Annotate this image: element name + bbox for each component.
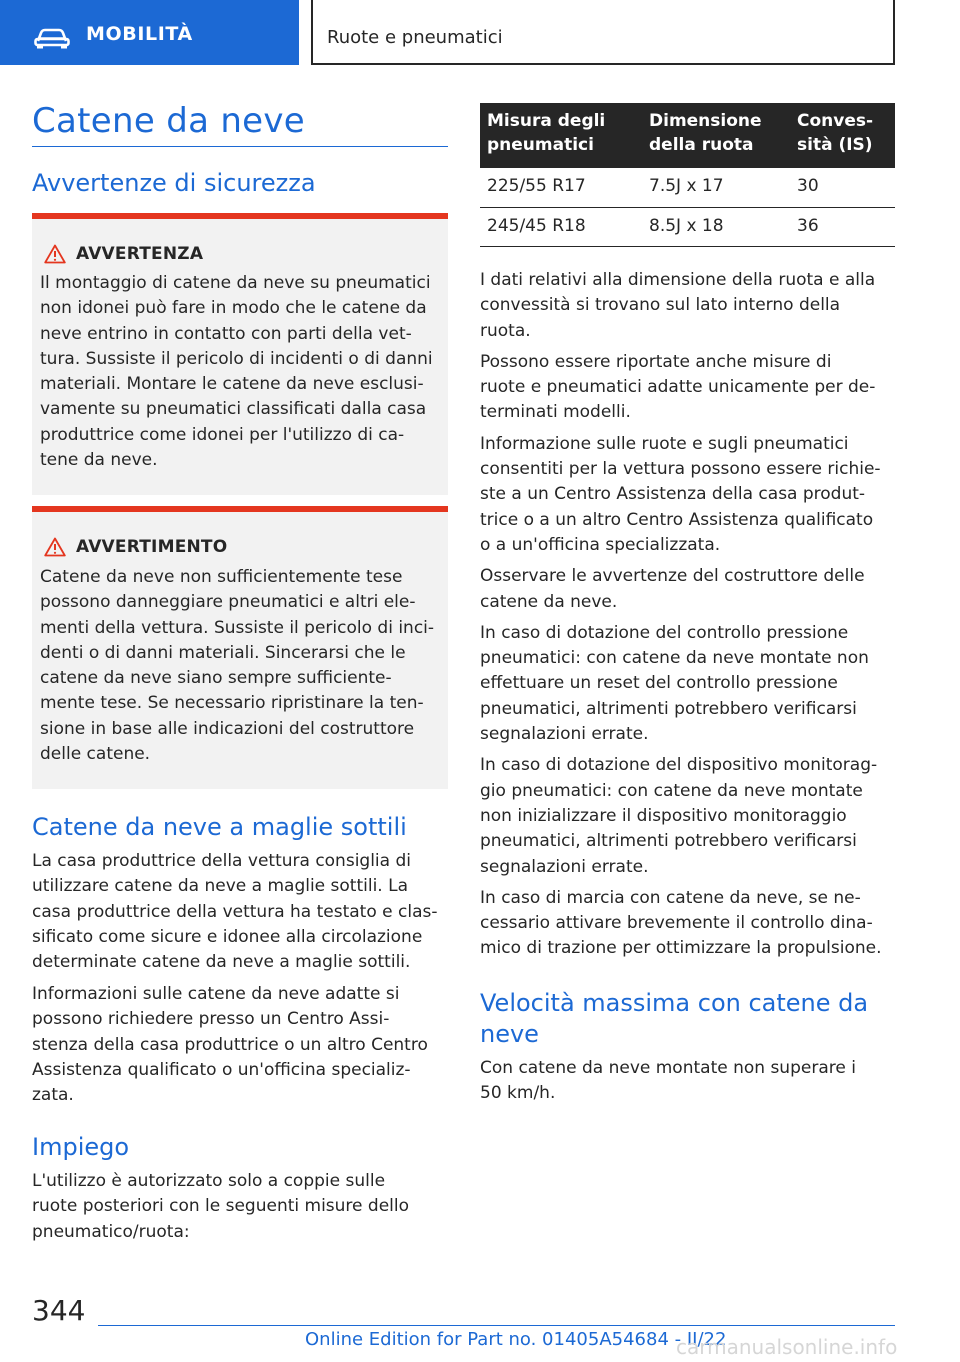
table-cell: 36 xyxy=(790,207,895,246)
use-paragraph xyxy=(32,1169,452,1245)
warning-box-2 xyxy=(32,506,448,789)
text-line: ruote e pneumatici adatte unicamente per de- xyxy=(480,377,876,398)
table-cell: 8.5J x 18 xyxy=(642,207,790,246)
table-row xyxy=(480,207,895,246)
page-title: Catene da neve xyxy=(32,101,306,141)
text-line: sione in base alle indicazioni del costruttore xyxy=(40,718,415,739)
text-line: delle catene. xyxy=(40,744,151,765)
text-line: Informazione sulle ruote e sugli pneumatici xyxy=(480,433,849,454)
text-line: segnalazioni errate. xyxy=(480,856,649,877)
text-line: determinate catene da neve a maglie sottili. xyxy=(32,952,411,973)
chapter-title: Ruote e pneumatici xyxy=(327,27,503,48)
text-line: pneumatici, altrimenti potrebbero verificarsi xyxy=(480,698,857,719)
column-header: Dimensione della ruota xyxy=(642,103,790,168)
text-line: tura. Sussiste il pericolo di incidenti o di danni xyxy=(40,348,433,369)
speed-heading xyxy=(480,988,900,1050)
text-line: In caso di dotazione del controllo pressione xyxy=(480,622,849,643)
warning-title-1: AVVERTENZA xyxy=(76,244,204,264)
text-line: Il montaggio di catene da neve su pneumatici xyxy=(40,273,431,293)
watermark: carmanualsonline.info xyxy=(676,1335,898,1359)
heading-line: neve xyxy=(480,1020,539,1048)
car-icon xyxy=(34,27,70,49)
text-line: pneumatici: con catene da neve montate non xyxy=(480,648,869,669)
text-line: In caso di dotazione del dispositivo monitorag- xyxy=(480,755,878,776)
fine-chain-heading: Catene da neve a maglie sottili xyxy=(32,813,407,841)
text-line: ste a un Centro Assistenza della casa produt- xyxy=(480,484,866,505)
table-row xyxy=(480,168,895,207)
text-line: Assistenza qualificato o un'officina specializ- xyxy=(32,1059,411,1080)
text-line: L'utilizzo è autorizzato solo a coppie sulle xyxy=(32,1171,386,1191)
use-heading: Impiego xyxy=(32,1133,130,1161)
text-line: Con catene da neve montate non superare i xyxy=(480,1058,856,1078)
text-line: non inizializzare il dispositivo monitoraggio xyxy=(480,805,847,826)
text-line: utilizzare catene da neve a maglie sottili. La xyxy=(32,876,409,897)
tire-size-table xyxy=(480,103,895,247)
table-cell: 30 xyxy=(790,168,895,207)
heading-line: Velocità massima con catene da xyxy=(480,989,869,1017)
text-line: I dati relativi alla dimensione della ruota e alla xyxy=(480,270,876,290)
text-line: convessità si trovano sul lato interno della xyxy=(480,295,841,316)
text-line: gio pneumatici: con catene da neve montate xyxy=(480,780,863,801)
text-line: Informazioni sulle catene da neve adatte si xyxy=(32,984,400,1004)
paragraph xyxy=(480,350,900,426)
text-line: segnalazioni errate. xyxy=(480,724,649,745)
paragraph xyxy=(480,753,900,879)
text-line: mente tese. Se necessario ripristinare la ten- xyxy=(40,693,424,714)
text-line: La casa produttrice della vettura consiglia di xyxy=(32,851,411,871)
warning-text-1 xyxy=(40,271,442,473)
text-line: o a un'officina specializzata. xyxy=(480,534,721,555)
text-line: non idonei può fare in modo che le catene da xyxy=(40,298,427,319)
text-line: vamente su pneumatici classificati dalla casa xyxy=(40,399,427,420)
text-line: pneumatici, altrimenti potrebbero verificarsi xyxy=(480,831,857,852)
text-line: In caso di marcia con catene da neve, se ne- xyxy=(480,887,861,908)
text-line: Possono essere riportate anche misure di xyxy=(480,351,832,372)
table-cell: 245/45 R18 xyxy=(480,207,642,246)
text-line: stenza della casa produttrice o un altro Centro xyxy=(32,1034,428,1055)
edition-note: Online Edition for Part no. 01405A54684 - II/22 xyxy=(305,1329,727,1350)
text-line: pneumatico/ruota: xyxy=(32,1221,190,1242)
text-line: terminati modelli. xyxy=(480,402,631,423)
text-line: menti della vettura. Sussiste il pericolo di inci- xyxy=(40,617,435,638)
text-line: trice o a un altro Centro Assistenza qualificato xyxy=(480,509,874,530)
table-cell: 7.5J x 17 xyxy=(642,168,790,207)
table-header-row xyxy=(480,103,895,168)
warning-icon xyxy=(44,244,66,264)
warning-text-2 xyxy=(40,565,442,767)
text-line: possono richiedere presso un Centro Assi- xyxy=(32,1009,390,1030)
section-tab xyxy=(0,0,299,65)
text-line: possono danneggiare pneumatici e altri ele- xyxy=(40,592,416,613)
text-line: consentiti per la vettura possono essere richie- xyxy=(480,459,881,480)
section-label: MOBILITÀ xyxy=(86,23,193,45)
table-cell: 225/55 R17 xyxy=(480,168,642,207)
column-header: Conves- sità (IS) xyxy=(790,103,895,168)
text-line: catene da neve siano sempre sufficiente- xyxy=(40,668,392,689)
text-line: Catene da neve non sufficientemente tese xyxy=(40,567,403,587)
text-line: cessario attivare brevemente il controllo dina- xyxy=(480,913,873,934)
text-line: materiali. Montare le catene da neve esclusi- xyxy=(40,374,424,395)
warning-icon xyxy=(44,537,66,557)
text-line: catene da neve. xyxy=(480,591,618,612)
text-line: 50 km/h. xyxy=(480,1083,556,1104)
warning-header-1 xyxy=(44,243,203,265)
title-rule xyxy=(32,146,448,147)
text-line: produttrice come idonei per l'utilizzo di ca- xyxy=(40,424,405,445)
fine-chain-paragraph-2 xyxy=(32,982,452,1108)
warning-box-1 xyxy=(32,213,448,495)
text-line: casa produttrice della vettura ha testato e clas- xyxy=(32,901,438,922)
page-header xyxy=(0,0,960,66)
footer-rule xyxy=(98,1325,895,1326)
text-line: tene da neve. xyxy=(40,450,158,471)
text-line: zata. xyxy=(32,1085,74,1106)
chapter-box xyxy=(311,0,895,65)
paragraph xyxy=(480,268,900,344)
right-body xyxy=(480,268,900,962)
warning-header-2 xyxy=(44,536,227,558)
fine-chain-paragraph-1 xyxy=(32,849,452,975)
text-line: mico di trazione per ottimizzare la propulsione. xyxy=(480,938,882,959)
text-line: sificato come sicure e idonee alla circolazione xyxy=(32,926,423,947)
speed-paragraph xyxy=(480,1056,900,1107)
paragraph xyxy=(480,432,900,558)
warning-title-2: AVVERTIMENTO xyxy=(76,537,228,557)
text-line: neve entrino in contatto con parti della vet- xyxy=(40,323,412,344)
paragraph xyxy=(480,886,900,962)
paragraph xyxy=(480,564,900,615)
text-line: Osservare le avvertenze del costruttore delle xyxy=(480,566,865,587)
paragraph xyxy=(480,621,900,747)
text-line: denti o di danni materiali. Sincerarsi che le xyxy=(40,642,406,663)
text-line: effettuare un reset del controllo pressione xyxy=(480,673,838,694)
text-line: ruote posteriori con le seguenti misure dello xyxy=(32,1196,410,1217)
column-header: Misura degli pneumatici xyxy=(480,103,642,168)
safety-heading: Avvertenze di sicurezza xyxy=(32,169,316,197)
text-line: ruota. xyxy=(480,320,531,341)
page-number: 344 xyxy=(32,1294,86,1327)
